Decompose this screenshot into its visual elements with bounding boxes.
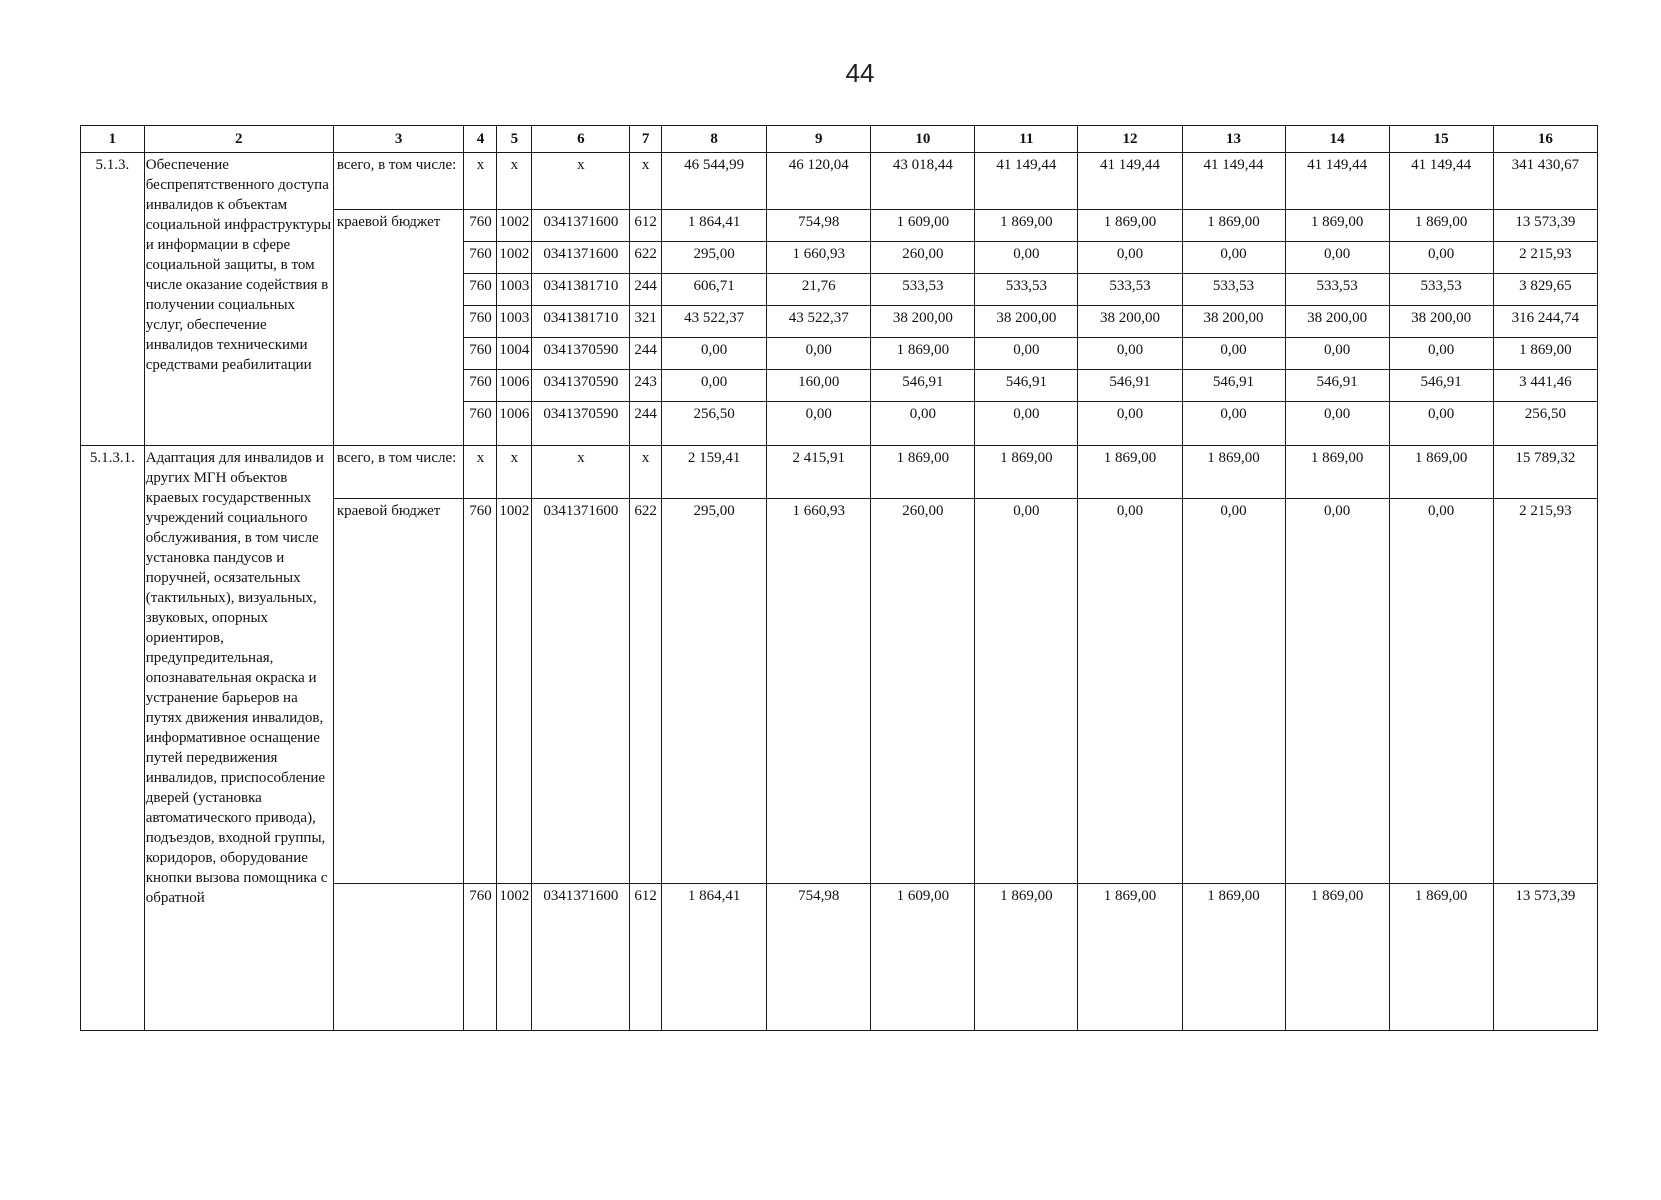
table-cell: 160,00	[767, 370, 871, 402]
source-label: краевой бюджет	[333, 499, 464, 884]
table-cell: 533,53	[1389, 274, 1493, 306]
table-cell: 2 215,93	[1493, 242, 1597, 274]
table-cell: х	[497, 153, 532, 210]
table-cell: 244	[630, 338, 662, 370]
table-cell: 546,91	[1389, 370, 1493, 402]
table-cell: 0,00	[1285, 499, 1389, 884]
table-cell: 622	[630, 499, 662, 884]
table-cell: 0,00	[1389, 402, 1493, 446]
col-header: 5	[497, 126, 532, 153]
table-cell: 1 869,00	[871, 446, 975, 499]
table-cell: 0,00	[662, 370, 767, 402]
table-cell: 1 869,00	[1285, 446, 1389, 499]
table-cell: х	[464, 153, 497, 210]
table-cell: 3 441,46	[1493, 370, 1597, 402]
col-header: 4	[464, 126, 497, 153]
table-cell: 1 869,00	[1078, 446, 1182, 499]
table-cell: 43 522,37	[662, 306, 767, 338]
table-cell: х	[497, 446, 532, 499]
table-cell: 0,00	[1078, 402, 1182, 446]
table-cell: 38 200,00	[871, 306, 975, 338]
table-cell: 1002	[497, 242, 532, 274]
item-name: Обеспечение беспрепятственного доступа инвалидов к объектам социальной инфраструктуры и информации в сфере социальной защиты, в том числе оказание содействия в получении социальных услуг, обеспечение инвалидов техническими средствами реабилитации	[144, 153, 333, 446]
col-header: 14	[1285, 126, 1389, 153]
table-cell: 46 120,04	[767, 153, 871, 210]
item-name: Адаптация для инвалидов и других МГН объектов краевых государственных учреждений социального обслуживания, в том числе установка пандусов и поручней, осязательных (тактильных), визуальных, звуковых, опорных ориентиров, предупредительная, опознавательная окраска и устранение барьеров на путях движения инвалидов, информативное оснащение путей передвижения инвалидов, приспособление дверей (установка автоматического привода), подъездов, входной группы, коридоров, оборудование кнопки вызова помощника с обратной	[144, 446, 333, 1031]
table-cell: 13 573,39	[1493, 884, 1597, 1031]
table-cell: 1 869,00	[975, 210, 1078, 242]
table-cell: 0,00	[1285, 402, 1389, 446]
col-header: 15	[1389, 126, 1493, 153]
table-cell: 0341381710	[532, 274, 630, 306]
table-cell: 38 200,00	[1078, 306, 1182, 338]
table-cell: 43 522,37	[767, 306, 871, 338]
table-cell: 41 149,44	[1182, 153, 1285, 210]
table-cell: 2 159,41	[662, 446, 767, 499]
table-cell: 295,00	[662, 242, 767, 274]
table-cell: 2 215,93	[1493, 499, 1597, 884]
table-cell: 533,53	[1182, 274, 1285, 306]
table-cell: 760	[464, 306, 497, 338]
table-cell: 13 573,39	[1493, 210, 1597, 242]
table-cell: 0,00	[1182, 402, 1285, 446]
table-cell: 1 869,00	[1285, 884, 1389, 1031]
table-cell: 1 869,00	[1182, 210, 1285, 242]
table-cell: 0341371600	[532, 210, 630, 242]
table-cell: 533,53	[1285, 274, 1389, 306]
table-cell: 46 544,99	[662, 153, 767, 210]
table-cell: 546,91	[1182, 370, 1285, 402]
table-cell: 760	[464, 370, 497, 402]
table-cell: 754,98	[767, 210, 871, 242]
table-cell: 760	[464, 242, 497, 274]
item-number: 5.1.3.	[81, 153, 145, 446]
table-cell: 0341381710	[532, 306, 630, 338]
table-cell: 1006	[497, 402, 532, 446]
table-cell: 43 018,44	[871, 153, 975, 210]
table-cell: 41 149,44	[1389, 153, 1493, 210]
table-cell: 546,91	[975, 370, 1078, 402]
table-cell: 606,71	[662, 274, 767, 306]
table-cell: 38 200,00	[1285, 306, 1389, 338]
table-cell: 38 200,00	[1389, 306, 1493, 338]
table-cell: 15 789,32	[1493, 446, 1597, 499]
col-header: 7	[630, 126, 662, 153]
table-cell: 1 869,00	[1389, 884, 1493, 1031]
table-cell: 21,76	[767, 274, 871, 306]
table-cell: 341 430,67	[1493, 153, 1597, 210]
table-cell: х	[630, 446, 662, 499]
table-cell: 1002	[497, 210, 532, 242]
table-cell: 0,00	[1285, 338, 1389, 370]
table-cell: 612	[630, 884, 662, 1031]
col-header: 8	[662, 126, 767, 153]
table-cell: 3 829,65	[1493, 274, 1597, 306]
table-cell: 754,98	[767, 884, 871, 1031]
table-cell: 760	[464, 884, 497, 1031]
table-cell: 0341371600	[532, 499, 630, 884]
table-cell: 316 244,74	[1493, 306, 1597, 338]
table-cell: 295,00	[662, 499, 767, 884]
table-cell: 1 864,41	[662, 210, 767, 242]
table-cell: 1 660,93	[767, 499, 871, 884]
table-cell: 622	[630, 242, 662, 274]
table-cell: 1 660,93	[767, 242, 871, 274]
table-cell: 533,53	[1078, 274, 1182, 306]
table-cell: 1 869,00	[975, 446, 1078, 499]
table-cell: 0341371600	[532, 884, 630, 1031]
table-cell: 0,00	[1389, 242, 1493, 274]
table-cell: 1 609,00	[871, 210, 975, 242]
col-header: 2	[144, 126, 333, 153]
page-number: 44	[845, 58, 875, 88]
table-cell: 760	[464, 338, 497, 370]
table-cell: 38 200,00	[1182, 306, 1285, 338]
table-cell: 0,00	[1078, 338, 1182, 370]
table-cell: 0,00	[1078, 499, 1182, 884]
table-cell: 760	[464, 274, 497, 306]
table-cell: х	[532, 446, 630, 499]
table-cell: 260,00	[871, 242, 975, 274]
col-header: 11	[975, 126, 1078, 153]
table-cell: 760	[464, 402, 497, 446]
table-cell: 612	[630, 210, 662, 242]
table-cell: х	[464, 446, 497, 499]
col-header: 3	[333, 126, 464, 153]
table-cell: 0,00	[1182, 242, 1285, 274]
table-cell: 38 200,00	[975, 306, 1078, 338]
table-cell: 260,00	[871, 499, 975, 884]
col-header: 16	[1493, 126, 1597, 153]
table-cell: 0341371600	[532, 242, 630, 274]
col-header: 9	[767, 126, 871, 153]
col-header: 10	[871, 126, 975, 153]
table-cell: 256,50	[1493, 402, 1597, 446]
table-cell: 41 149,44	[1078, 153, 1182, 210]
table-cell: 1 869,00	[975, 884, 1078, 1031]
table-cell: 244	[630, 402, 662, 446]
table-cell: 0341370590	[532, 338, 630, 370]
table-cell: 1003	[497, 274, 532, 306]
table-cell: х	[532, 153, 630, 210]
budget-table	[80, 125, 1598, 1031]
col-header: 6	[532, 126, 630, 153]
table-cell: 0341370590	[532, 402, 630, 446]
table-cell: 1 869,00	[1078, 884, 1182, 1031]
table-cell: 760	[464, 210, 497, 242]
table-cell: 256,50	[662, 402, 767, 446]
table-cell: 0,00	[1285, 242, 1389, 274]
table-cell: 0,00	[767, 402, 871, 446]
table-cell: 1 864,41	[662, 884, 767, 1031]
table-cell: 1004	[497, 338, 532, 370]
table-cell: 1 609,00	[871, 884, 975, 1031]
table-cell: 1 869,00	[1182, 884, 1285, 1031]
table-cell: 0,00	[975, 402, 1078, 446]
total-label: всего, в том числе:	[333, 446, 464, 499]
table-cell: 546,91	[871, 370, 975, 402]
table-cell: 0,00	[1389, 338, 1493, 370]
table-cell: 41 149,44	[1285, 153, 1389, 210]
table-cell: 1 869,00	[1389, 446, 1493, 499]
table-cell: 243	[630, 370, 662, 402]
table-cell: 1 869,00	[871, 338, 975, 370]
table-cell: 244	[630, 274, 662, 306]
source-label-empty	[333, 884, 464, 1031]
table-cell: х	[630, 153, 662, 210]
col-header: 12	[1078, 126, 1182, 153]
table-row-total	[81, 153, 1598, 210]
table-cell: 0,00	[1078, 242, 1182, 274]
table-cell: 0341370590	[532, 370, 630, 402]
table-cell: 1003	[497, 306, 532, 338]
table-cell: 2 415,91	[767, 446, 871, 499]
table-cell: 0,00	[662, 338, 767, 370]
table-cell: 1 869,00	[1182, 446, 1285, 499]
table-cell: 533,53	[975, 274, 1078, 306]
header-row	[81, 126, 1598, 153]
table-cell: 0,00	[975, 338, 1078, 370]
table-cell: 41 149,44	[975, 153, 1078, 210]
total-label: всего, в том числе:	[333, 153, 464, 210]
table-row-total	[81, 446, 1598, 499]
source-label: краевой бюджет	[333, 210, 464, 446]
col-header: 1	[81, 126, 145, 153]
table-cell: 1 869,00	[1285, 210, 1389, 242]
table-cell: 1006	[497, 370, 532, 402]
col-header: 13	[1182, 126, 1285, 153]
item-number: 5.1.3.1.	[81, 446, 145, 1031]
table-cell: 0,00	[975, 242, 1078, 274]
table-cell: 546,91	[1078, 370, 1182, 402]
table-cell: 321	[630, 306, 662, 338]
table-cell: 1002	[497, 499, 532, 884]
table-cell: 0,00	[871, 402, 975, 446]
table-cell: 546,91	[1285, 370, 1389, 402]
table-cell: 1 869,00	[1389, 210, 1493, 242]
table-cell: 533,53	[871, 274, 975, 306]
table-cell: 0,00	[767, 338, 871, 370]
table-cell: 1 869,00	[1493, 338, 1597, 370]
table-cell: 1 869,00	[1078, 210, 1182, 242]
table-cell: 0,00	[1182, 338, 1285, 370]
table-cell: 760	[464, 499, 497, 884]
table-cell: 0,00	[975, 499, 1078, 884]
table-cell: 0,00	[1182, 499, 1285, 884]
table-cell: 1002	[497, 884, 532, 1031]
table-cell: 0,00	[1389, 499, 1493, 884]
